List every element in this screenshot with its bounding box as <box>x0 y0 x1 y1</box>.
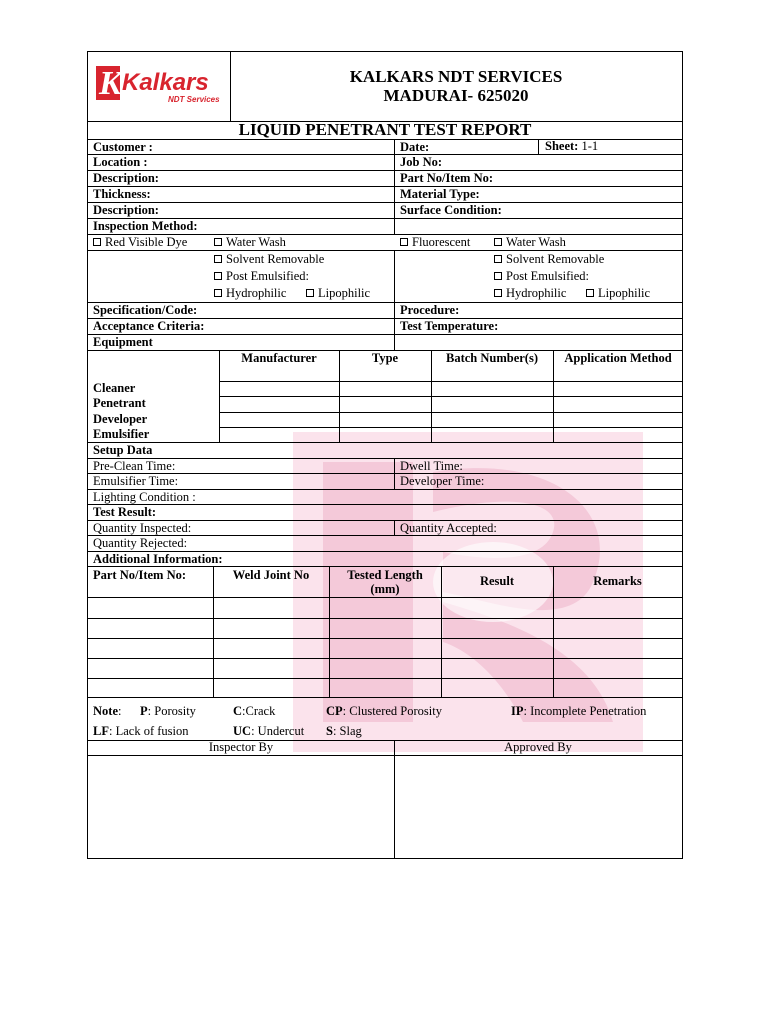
report-form <box>87 51 683 859</box>
option-water-wash-right[interactable] <box>494 235 566 249</box>
checkbox-icon[interactable] <box>586 289 594 297</box>
legend-code: S <box>326 724 333 738</box>
legend-code: IP <box>511 704 524 718</box>
note-label: Note <box>93 704 118 718</box>
option-label: Solvent Removable <box>226 252 325 266</box>
dwell-time-label: Dwell Time: <box>400 459 463 473</box>
procedure-label: Procedure: <box>400 303 460 317</box>
option-label: Water Wash <box>226 235 286 249</box>
lighting-condition-label: Lighting Condition : <box>93 490 196 504</box>
checkbox-icon[interactable] <box>214 238 222 246</box>
legend-code: C <box>233 704 243 718</box>
legend-text: : Incomplete Penetration <box>523 704 647 718</box>
option-label: Lipophilic <box>318 286 371 300</box>
option-label: Water Wash <box>506 235 566 249</box>
quantity-inspected-label: Quantity Inspected: <box>93 521 192 535</box>
option-lipophilic-right[interactable] <box>586 286 650 300</box>
legend-text: : Undercut <box>251 724 305 738</box>
col-batch-number: Batch Number(s) <box>445 351 538 365</box>
option-label: Post Emulsified: <box>506 269 589 283</box>
material-type-label: Material Type: <box>400 187 480 201</box>
logo-tagline-text: NDT Services <box>168 95 220 104</box>
col-type: Type <box>371 351 399 365</box>
report-title: LIQUID PENETRANT TEST REPORT <box>238 120 532 139</box>
option-fluorescent[interactable] <box>400 235 470 249</box>
option-lipophilic-left[interactable] <box>306 286 370 300</box>
legend-ip <box>511 704 646 718</box>
note-line-1: Note: <box>93 704 128 718</box>
test-temperature-label: Test Temperature: <box>400 319 499 333</box>
location-label: Location : <box>93 155 148 169</box>
date-label: Date: <box>400 140 430 154</box>
option-post-emulsified-right[interactable] <box>494 269 589 283</box>
row-developer: Developer <box>93 412 148 426</box>
col-manufacturer: Manufacturer <box>241 351 317 365</box>
equipment-heading: Equipment <box>93 335 153 349</box>
developer-time-label: Developer Time: <box>400 474 485 488</box>
approved-by-label: Approved By <box>504 740 572 754</box>
checkbox-icon[interactable] <box>494 238 502 246</box>
surface-condition-label: Surface Condition: <box>400 203 502 217</box>
legend-code: LF <box>93 724 109 738</box>
col-tested-length: Tested Length (mm) <box>347 568 423 596</box>
legend-text: : Porosity <box>147 704 196 718</box>
checkbox-icon[interactable] <box>214 289 222 297</box>
col-part-no: Part No/Item No: <box>93 568 187 582</box>
row-penetrant: Penetrant <box>93 396 146 410</box>
option-solvent-removable-right[interactable] <box>494 252 604 266</box>
company-name: KALKARS NDT SERVICES <box>349 67 563 86</box>
approver-signature-area[interactable] <box>395 756 682 858</box>
col-result: Result <box>479 574 515 588</box>
option-red-visible-dye[interactable] <box>93 235 187 249</box>
legend-text: :Crack <box>242 704 276 718</box>
sheet-field <box>545 139 598 153</box>
legend-p <box>140 704 196 718</box>
specification-label: Specification/Code: <box>93 303 198 317</box>
option-label: Lipophilic <box>598 286 651 300</box>
sheet-value: 1-1 <box>581 139 599 153</box>
legend-cp <box>326 704 442 718</box>
job-no-label: Job No: <box>400 155 443 169</box>
option-hydrophilic-left[interactable] <box>214 286 286 300</box>
description-label: Description: <box>93 171 159 185</box>
setup-data-heading: Setup Data <box>93 443 153 457</box>
col-application-method: Application Method <box>564 351 672 365</box>
row-cleaner: Cleaner <box>93 381 136 395</box>
legend-s <box>326 724 362 738</box>
inspection-method-heading: Inspection Method: <box>93 219 198 233</box>
legend-c <box>233 704 275 718</box>
col-weld-joint-no: Weld Joint No <box>232 568 310 582</box>
emulsifier-time-label: Emulsifier Time: <box>93 474 179 488</box>
test-result-heading: Test Result: <box>93 505 157 519</box>
legend-text: : Lack of fusion <box>108 724 189 738</box>
option-label: Hydrophilic <box>226 286 287 300</box>
checkbox-icon[interactable] <box>494 255 502 263</box>
checkbox-icon[interactable] <box>93 238 101 246</box>
checkbox-icon[interactable] <box>306 289 314 297</box>
option-solvent-removable-left[interactable] <box>214 252 324 266</box>
legend-text: : Clustered Porosity <box>342 704 442 718</box>
thickness-label: Thickness: <box>93 187 151 201</box>
option-hydrophilic-right[interactable] <box>494 286 566 300</box>
customer-label: Customer : <box>93 140 153 154</box>
col-remarks: Remarks <box>593 574 642 588</box>
legend-text: : Slag <box>332 724 362 738</box>
svg-text:K: K <box>99 65 122 102</box>
legend-uc <box>233 724 304 738</box>
pre-clean-time-label: Pre-Clean Time: <box>93 459 176 473</box>
option-label: Hydrophilic <box>506 286 567 300</box>
option-post-emulsified-left[interactable] <box>214 269 309 283</box>
option-label: Solvent Removable <box>506 252 605 266</box>
logo-brand-text: Kalkars <box>122 69 209 96</box>
quantity-rejected-label: Quantity Rejected: <box>93 536 188 550</box>
legend-code: P <box>140 704 148 718</box>
option-label: Post Emulsified: <box>226 269 309 283</box>
row-emulsifier: Emulsifier <box>93 427 150 441</box>
legend-code: CP <box>326 704 343 718</box>
legend-lf <box>93 724 188 738</box>
description-label-2: Description: <box>93 203 159 217</box>
checkbox-icon[interactable] <box>214 272 222 280</box>
additional-information-heading: Additional Information: <box>93 552 223 566</box>
option-label: Red Visible Dye <box>105 235 188 249</box>
acceptance-criteria-label: Acceptance Criteria: <box>93 319 205 333</box>
quantity-accepted-label: Quantity Accepted: <box>400 521 497 535</box>
checkbox-icon[interactable] <box>214 255 222 263</box>
company-city: MADURAI- 625020 <box>383 86 529 105</box>
legend-code: UC <box>233 724 252 738</box>
part-no-label: Part No/Item No: <box>400 171 494 185</box>
inspector-signature-area[interactable] <box>88 756 394 858</box>
kalkars-logo <box>94 60 224 104</box>
inspector-by-label: Inspector By <box>208 740 274 754</box>
option-water-wash-left[interactable] <box>214 235 286 249</box>
option-label: Fluorescent <box>412 235 471 249</box>
checkbox-icon[interactable] <box>494 272 502 280</box>
checkbox-icon[interactable] <box>400 238 408 246</box>
sheet-label: Sheet: <box>545 139 579 153</box>
checkbox-icon[interactable] <box>494 289 502 297</box>
